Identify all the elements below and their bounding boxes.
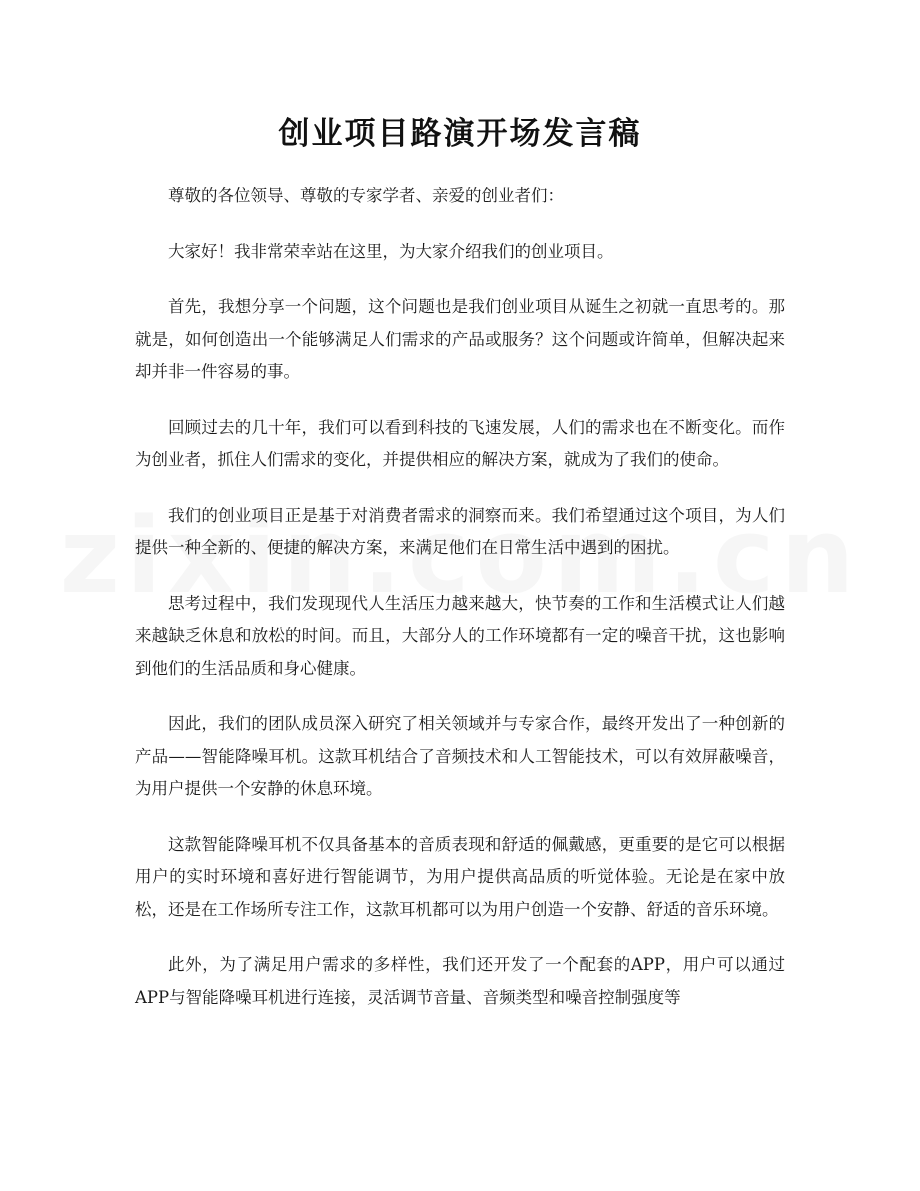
paragraph-app: 此外，为了满足用户需求的多样性，我们还开发了一个配套的APP，用户可以通过APP与智能降噪耳机进行连接，灵活调节音量、音频类型和噪音控制强度等: [135, 955, 785, 1007]
document-title: 创业项目路演开场发言稿: [278, 116, 642, 152]
document-body: [135, 180, 785, 1037]
paragraph-project: 我们的创业项目正是基于对消费者需求的洞察而来。我们希望通过这个项目，为人们提供一种全新的、便捷的解决方案，来满足他们在日常生活中遇到的困扰。: [135, 505, 785, 557]
paragraph-question: 首先，我想分享一个问题，这个问题也是我们创业项目从诞生之初就一直思考的。那就是，如何创造出一个能够满足人们需求的产品或服务？这个问题或许简单，但解决起来却并非一件容易的事。: [135, 297, 785, 381]
paragraph-greeting: 尊敬的各位领导、尊敬的专家学者、亲爱的创业者们：: [168, 186, 564, 205]
paragraph-product: 因此，我们的团队成员深入研究了相关领域并与专家合作，最终开发出了一种创新的产品——智能降噪耳机。这款耳机结合了音频技术和人工智能技术，可以有效屏蔽噪音，为用户提供一个安静的休息环境。: [135, 714, 785, 798]
paragraph-features: 这款智能降噪耳机不仅具备基本的音质表现和舒适的佩戴感，更重要的是它可以根据用户的实时环境和喜好进行智能调节，为用户提供高品质的听觉体验。无论是在家中放松，还是在工作场所专注工作，这款耳机都可以为用户创造一个安静、舒适的音乐环境。: [135, 834, 785, 919]
paragraph-intro: 大家好！我非常荣幸站在这里，为大家介绍我们的创业项目。: [168, 241, 614, 261]
paragraph-review: 回顾过去的几十年，我们可以看到科技的飞速发展，人们的需求也在不断变化。而作为创业者，抓住人们需求的变化，并提供相应的解决方案，就成为了我们的使命。: [135, 417, 785, 469]
paragraph-thinking: 思考过程中，我们发现现代人生活压力越来越大，快节奏的工作和生活模式让人们越来越缺乏休息和放松的时间。而且，大部分人的工作环境都有一定的噪音干扰，这也影响到他们的生活品质和身心健康。: [135, 593, 785, 678]
